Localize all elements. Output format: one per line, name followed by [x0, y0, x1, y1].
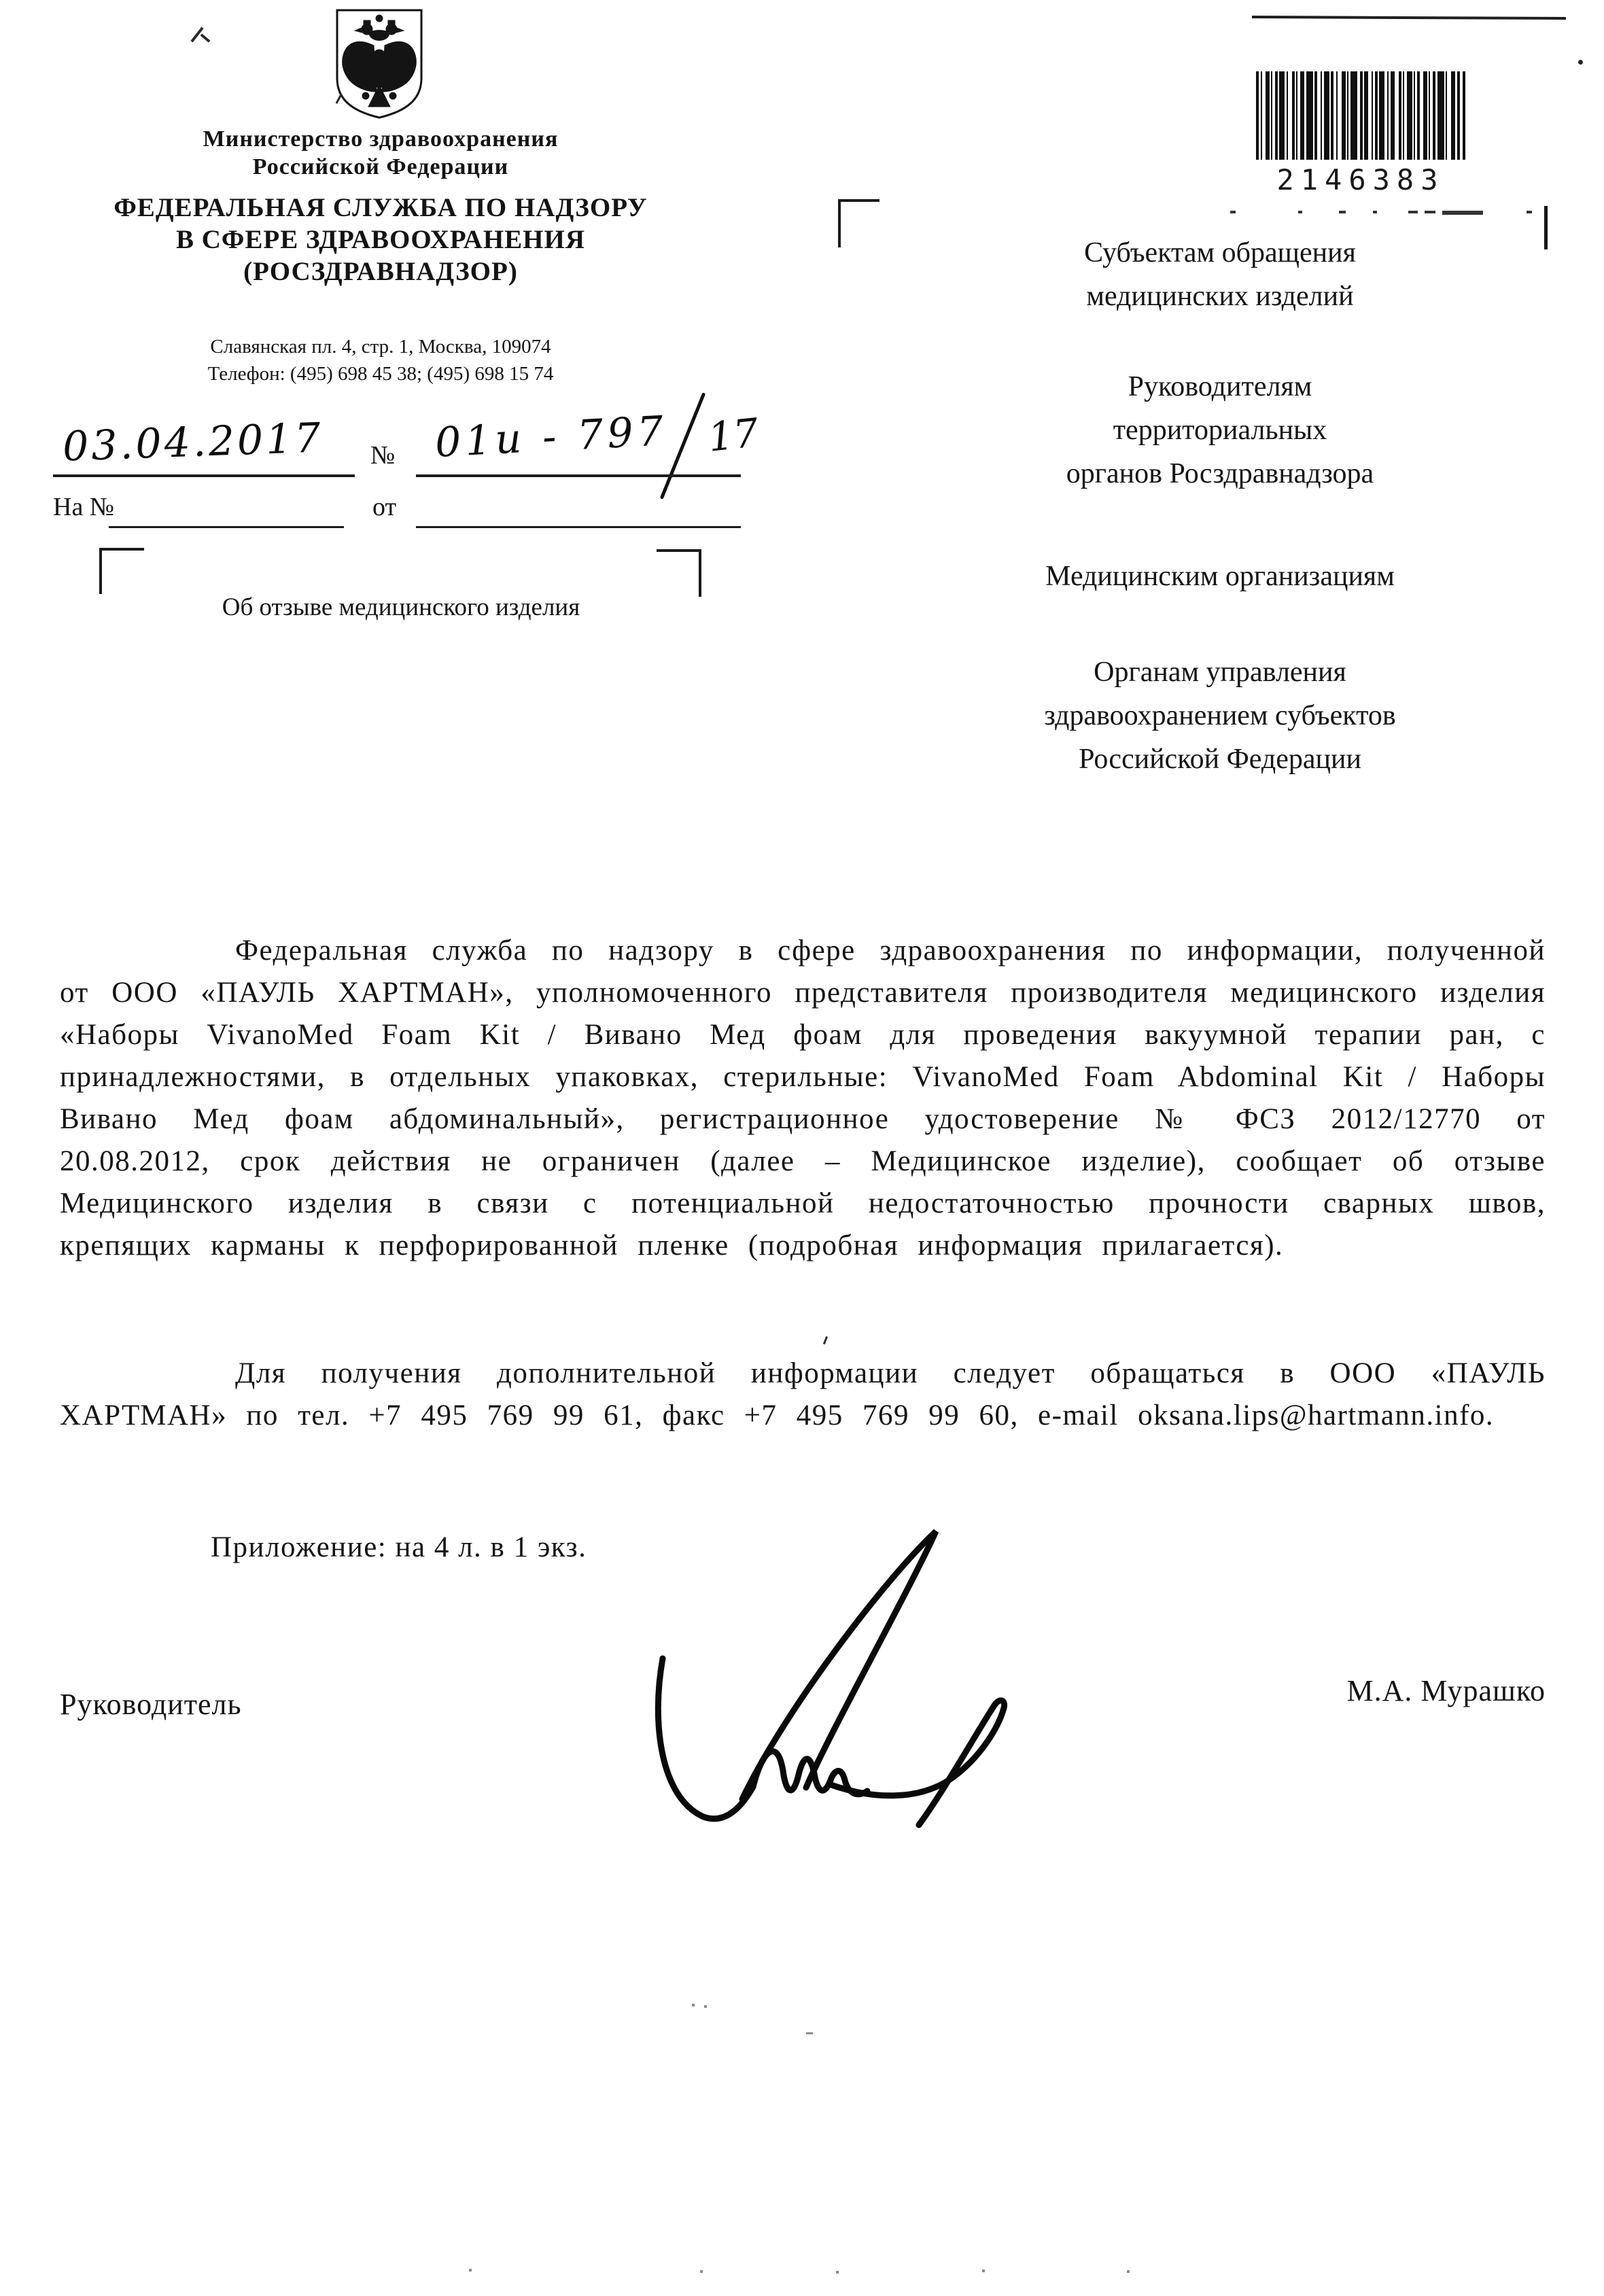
number-sign: №: [370, 441, 396, 470]
ministry-line2: Российской Федерации: [252, 154, 509, 179]
scan-speck: [806, 2032, 813, 2034]
scan-speck: [700, 2270, 703, 2273]
scan-speck: [1127, 2270, 1130, 2273]
recipient-line: Руководителям: [1128, 371, 1312, 402]
scan-speck: [836, 2271, 839, 2274]
recipient-line: здравоохранением субъектов: [1044, 700, 1396, 731]
attachment-note: Приложение: на 4 л. в 1 экз.: [211, 1531, 587, 1563]
agency-address: Славянская пл. 4, стр. 1, Москва, 109074: [210, 336, 551, 358]
scan-speck: [469, 2269, 472, 2272]
body-paragraph-1: Федеральная служба по надзору в сфере здравоохранения по информации, полученной от ООО «ПАУЛЬ ХАРТМАН», уполномоченного представителя производителя медицинского изделия «Наборы VivanoMed Foam Kit / Вивано Мед фоам для проведения вакуумной терапии ран, с принадлежностями, в отдельных упаковках, стерильные: VivanoMed Foam Abdominal Kit / Наборы Вивано Мед фоам абдоминальный», регистрационное удостоверение № ФСЗ 2012/12770 от 20.08.2012, срок действия не ограничен (далее – Медицинское изделие), сообщает об отзыве Медицинского изделия в связи с потенциальной недостаточностью прочности сварных швов, крепящих карманы к перфорированной пленке (подробная информация прилагается).: [60, 935, 1546, 1262]
barcode: [1256, 71, 1465, 160]
scan-noise-row: [1230, 208, 1550, 218]
scan-speck: [692, 2004, 695, 2006]
reply-from-label: от: [372, 493, 397, 521]
agency-line3: (РОСЗДРАВНАДЗОР): [243, 257, 518, 286]
agency-name: [27, 192, 734, 288]
signer-name: М.А. Мурашко: [1346, 1674, 1546, 1707]
handwritten-date: 03.04.2017: [61, 414, 324, 471]
agency-line1: ФЕДЕРАЛЬНАЯ СЛУЖБА ПО НАДЗОРУ: [114, 193, 648, 222]
scan-artifact-dot: [1578, 60, 1583, 65]
recipient-line: территориальных: [1113, 415, 1327, 446]
subject-corner-right: [657, 549, 701, 597]
scan-speck: [823, 1336, 828, 1344]
barcode-number: 2146383: [1276, 163, 1445, 196]
reply-number-blank: [109, 526, 344, 528]
reply-date-blank: [416, 526, 741, 528]
signature-handwriting: [625, 1506, 1033, 1859]
body-paragraph-2: Для получения дополнительной информации следует обращаться в ООО «ПАУЛЬ ХАРТМАН» по тел. +7 495 769 99 61, факс +7 495 769 99 60, e-mail oksana.lips@hartmann.info.: [60, 1357, 1546, 1431]
reply-to-label: На №: [53, 493, 115, 521]
coat-of-arms-emblem: [332, 5, 427, 122]
scan-speck: [704, 2005, 707, 2008]
recipient-line: медицинских изделий: [1086, 281, 1354, 312]
recipient-line: Субъектам обращения: [1084, 237, 1356, 268]
handwritten-year: 17: [705, 409, 761, 461]
handwritten-number: 01и - 797: [434, 407, 669, 467]
addressee-corner-right: [1544, 206, 1548, 249]
subject-corner-left: [99, 548, 144, 594]
recipient-line: Российской Федерации: [1079, 744, 1361, 775]
scan-speck: [201, 33, 211, 42]
recipient-line: Медицинским организациям: [1045, 561, 1395, 592]
recipient-line: Органам управления: [1094, 657, 1346, 688]
date-underline: [53, 474, 355, 477]
ministry-name: [41, 125, 720, 181]
subject-line: Об отзыве медицинского изделия: [222, 593, 580, 621]
recipient-line: органов Росздравнадзора: [1066, 458, 1374, 489]
signer-position: Руководитель: [60, 1688, 242, 1721]
scan-artifact-line: [1252, 16, 1566, 20]
scan-speck: [982, 2269, 985, 2272]
addressee-corner-mark: [838, 199, 879, 247]
agency-line2: В СФЕРЕ ЗДРАВООХРАНЕНИЯ: [175, 225, 586, 254]
ministry-line1: Министерство здравоохранения: [203, 126, 559, 152]
agency-phone: Телефон: (495) 698 45 38; (495) 698 15 74: [207, 363, 554, 385]
number-underline: [416, 474, 741, 477]
